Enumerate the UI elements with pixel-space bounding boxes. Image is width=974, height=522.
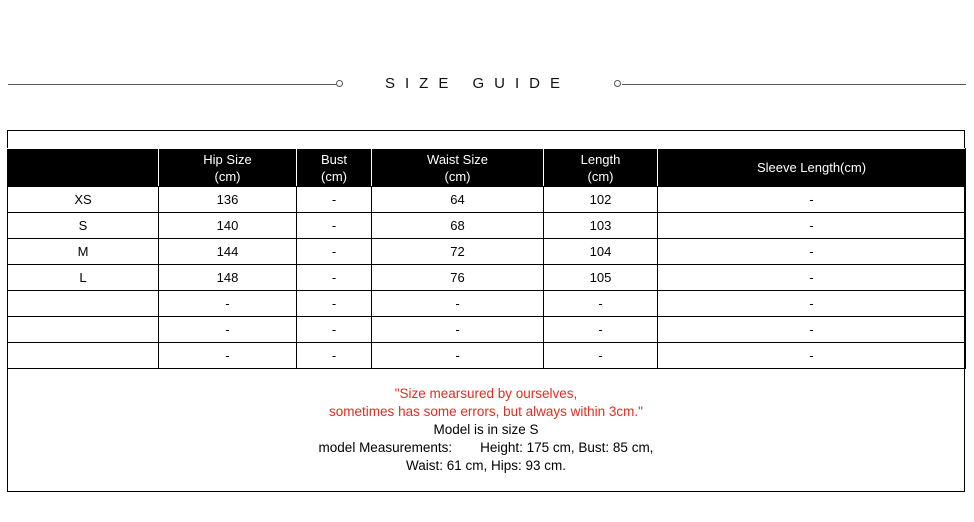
header-label-line-1: Bust bbox=[320, 151, 347, 167]
measurement-cell: - bbox=[544, 343, 658, 369]
measurement-cell: - bbox=[658, 343, 966, 369]
size-label-cell: M bbox=[8, 239, 159, 265]
measurement-cell: - bbox=[159, 317, 297, 343]
measurement-cell: - bbox=[544, 291, 658, 317]
table-row bbox=[8, 265, 966, 291]
measurement-cell: 148 bbox=[159, 265, 297, 291]
measurement-cell: 103 bbox=[544, 213, 658, 239]
size-label-cell: XS bbox=[8, 187, 159, 213]
measurement-cell: - bbox=[658, 239, 966, 265]
title-circle-right-icon bbox=[614, 80, 621, 87]
measurement-cell: - bbox=[297, 291, 372, 317]
table-header-cell bbox=[544, 149, 658, 187]
measurement-cell: - bbox=[297, 317, 372, 343]
table-header-cell bbox=[297, 149, 372, 187]
size-label-cell: S bbox=[8, 213, 159, 239]
table-row bbox=[8, 291, 966, 317]
measurement-cell: - bbox=[658, 317, 966, 343]
model-size-text: Model is in size S bbox=[433, 422, 539, 437]
measurement-cell: 104 bbox=[544, 239, 658, 265]
table-row bbox=[8, 187, 966, 213]
size-guide-title-row bbox=[0, 74, 974, 96]
header-label-line-1: Waist Size bbox=[427, 151, 488, 167]
measurement-cell: 76 bbox=[372, 265, 544, 291]
header-label-line-1: Sleeve Length(cm) bbox=[756, 160, 867, 175]
measurement-cell: - bbox=[658, 291, 966, 317]
model-measurements-line bbox=[7, 439, 965, 457]
table-header-cell bbox=[8, 149, 159, 187]
table-body bbox=[8, 187, 966, 369]
measurement-cell: - bbox=[159, 343, 297, 369]
header-label-line-2: (cm) bbox=[214, 168, 241, 184]
model-measurements-values-1: Height: 175 cm, Bust: 85 cm, bbox=[480, 440, 654, 455]
table-row bbox=[8, 343, 966, 369]
header-label-line-1: Hip Size bbox=[203, 151, 252, 167]
title-divider-left bbox=[8, 84, 336, 85]
measurement-cell: 144 bbox=[159, 239, 297, 265]
disclaimer-line-1: "Size mearsured by ourselves, bbox=[394, 386, 578, 401]
measurement-cell: 72 bbox=[372, 239, 544, 265]
measurement-cell: - bbox=[544, 317, 658, 343]
measurement-cell: 68 bbox=[372, 213, 544, 239]
table-header-row bbox=[8, 149, 966, 187]
measurement-cell: - bbox=[297, 239, 372, 265]
model-measurements-values-2: Waist: 61 cm, Hips: 93 cm. bbox=[405, 458, 567, 473]
measurement-cell: 102 bbox=[544, 187, 658, 213]
table-header-cell bbox=[372, 149, 544, 187]
measurement-cell: 136 bbox=[159, 187, 297, 213]
measurement-cell: - bbox=[658, 187, 966, 213]
table-header-cell bbox=[658, 149, 966, 187]
measurement-cell: 105 bbox=[544, 265, 658, 291]
header-label-line-2: (cm) bbox=[444, 168, 471, 184]
measurement-cell: - bbox=[372, 291, 544, 317]
header-label-line-2: (cm) bbox=[587, 168, 614, 184]
size-label-cell bbox=[8, 343, 159, 369]
model-measurements-label: model Measurements: bbox=[318, 440, 453, 455]
disclaimer-line-2: sometimes has some errors, but always within 3cm." bbox=[329, 404, 643, 419]
size-label-cell: L bbox=[8, 265, 159, 291]
measurement-cell: - bbox=[297, 265, 372, 291]
header-label-line-2: (cm) bbox=[321, 168, 347, 184]
page-title: SIZE GUIDE bbox=[384, 75, 570, 92]
size-label-cell bbox=[8, 291, 159, 317]
header-label-line-1: Length bbox=[580, 151, 621, 167]
measurement-cell: - bbox=[159, 291, 297, 317]
measurement-cell: - bbox=[297, 213, 372, 239]
table-header-cell bbox=[159, 149, 297, 187]
measurement-cell: - bbox=[658, 213, 966, 239]
size-table bbox=[7, 148, 966, 369]
table-row bbox=[8, 239, 966, 265]
size-notes bbox=[7, 385, 965, 475]
measurement-cell: 64 bbox=[372, 187, 544, 213]
measurement-cell: - bbox=[297, 343, 372, 369]
measurement-cell: 140 bbox=[159, 213, 297, 239]
table-row bbox=[8, 317, 966, 343]
measurement-cell: - bbox=[297, 187, 372, 213]
table-row bbox=[8, 213, 966, 239]
measurement-cell: - bbox=[658, 265, 966, 291]
measurement-cell: - bbox=[372, 343, 544, 369]
measurement-cell: - bbox=[372, 317, 544, 343]
size-label-cell bbox=[8, 317, 159, 343]
title-divider-right bbox=[622, 84, 966, 85]
